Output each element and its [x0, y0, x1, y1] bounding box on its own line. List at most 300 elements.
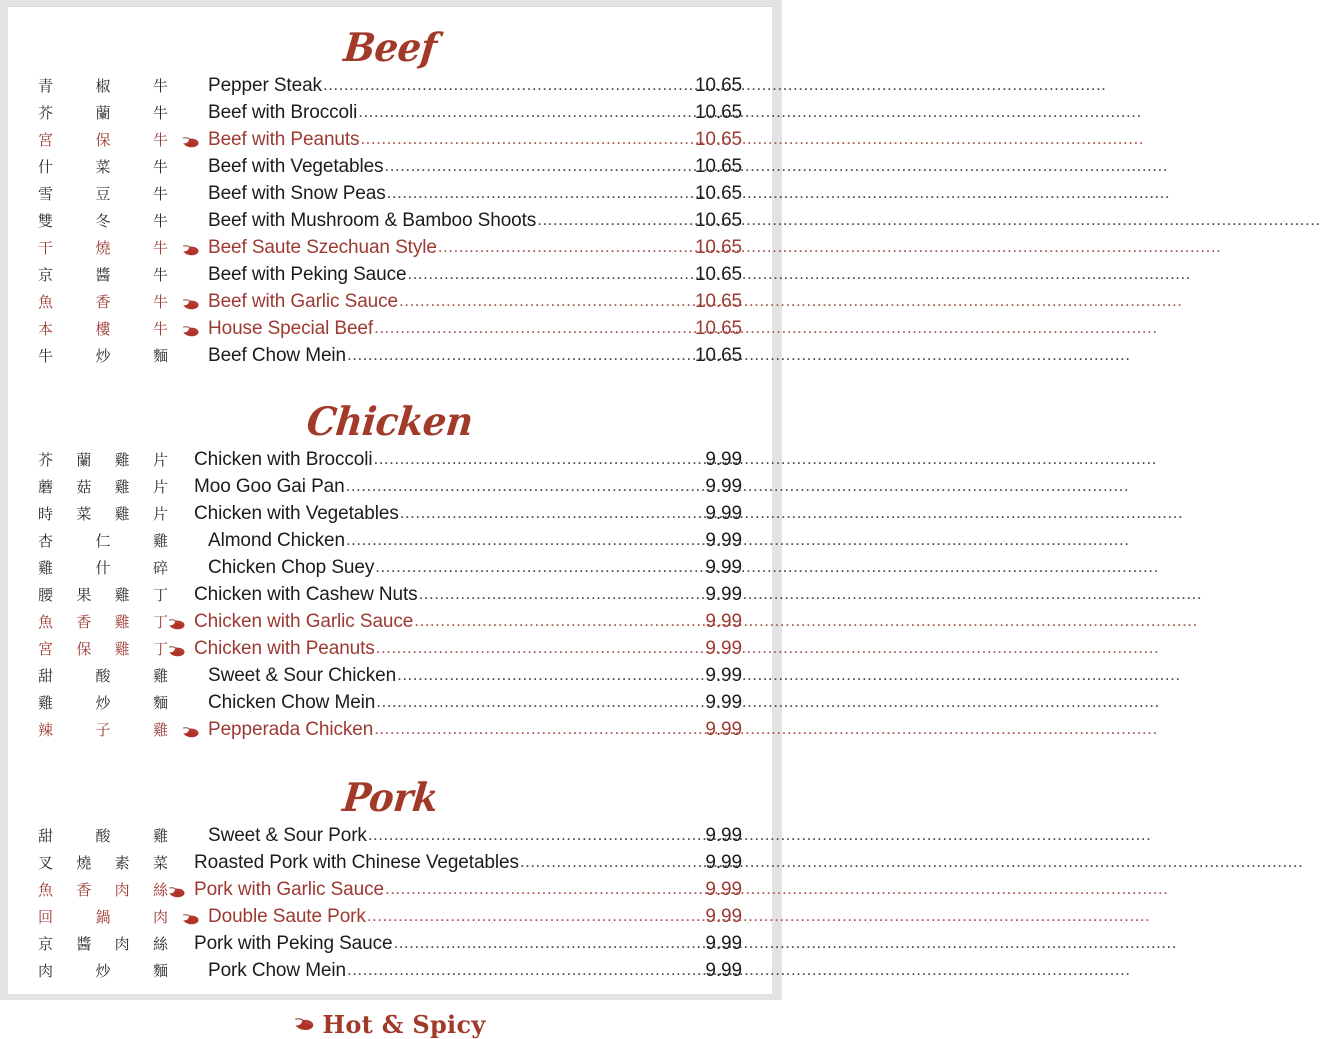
chinese-character: 芥: [38, 451, 54, 469]
chinese-character: 碎: [152, 559, 168, 577]
chinese-character: 醬: [95, 266, 111, 284]
dish-price: 9.99: [705, 852, 742, 873]
chili-pepper-icon: [182, 190, 200, 204]
menu-section-beef: [38, 7, 742, 372]
dish-name: Chicken Chop Suey: [208, 557, 375, 578]
chinese-character: 菜: [152, 854, 168, 872]
leader-dots: [438, 242, 694, 256]
dish-name: Beef with Peking Sauce: [208, 264, 407, 285]
dish-name: Moo Goo Gai Pan: [194, 476, 345, 497]
dish-price: 10.65: [694, 102, 742, 123]
chinese-character: 保: [95, 131, 111, 149]
dish-name: Beef with Broccoli: [208, 102, 358, 123]
dish-entry: [200, 75, 742, 97]
leader-dots: [368, 830, 705, 844]
chinese-character: 甜: [38, 827, 54, 845]
leader-dots: [414, 616, 704, 630]
chili-pepper-icon: [182, 271, 200, 285]
chinese-character: 絲: [152, 935, 168, 953]
chinese-character: 片: [152, 505, 168, 523]
chinese-name: [38, 507, 170, 522]
dish-entry: [200, 665, 742, 687]
chinese-character: 魚: [38, 293, 54, 311]
leader-dots: [407, 269, 693, 283]
dish-name: Beef with Vegetables: [208, 156, 384, 177]
dish-name: Sweet & Sour Chicken: [208, 665, 397, 686]
dish-price: 9.99: [705, 584, 742, 605]
dish-name: Pepperada Chicken: [208, 719, 374, 740]
chinese-name: [38, 723, 184, 738]
menu-item-row: [38, 825, 742, 852]
chinese-character: 菜: [95, 158, 111, 176]
chinese-character: 雞: [114, 613, 130, 631]
chili-pepper-icon: [168, 940, 186, 954]
chinese-character: 牛: [152, 104, 168, 122]
dish-price: 10.65: [694, 129, 742, 150]
leader-dots: [367, 911, 705, 925]
chinese-character: 青: [38, 77, 54, 95]
leader-dots: [397, 670, 704, 684]
leader-dots: [346, 535, 704, 549]
dish-entry: [200, 102, 742, 124]
chinese-name: [38, 241, 184, 256]
chinese-character: 京: [38, 266, 54, 284]
chili-pepper-icon: [182, 163, 200, 177]
dish-name: Beef with Snow Peas: [208, 183, 386, 204]
dish-price: 10.65: [694, 318, 742, 339]
chinese-character: 雞: [114, 505, 130, 523]
leader-dots: [385, 884, 704, 898]
chili-pepper-icon: [182, 726, 200, 740]
chinese-character: 丁: [152, 640, 168, 658]
chinese-name: [38, 106, 184, 121]
leader-dots: [358, 107, 694, 121]
chili-pepper-icon: [294, 1017, 315, 1033]
dish-price: 10.65: [694, 156, 742, 177]
chili-pepper-icon: [182, 699, 200, 713]
dish-price: 9.99: [705, 825, 742, 846]
dish-entry: [186, 449, 742, 471]
menu-item-row: [38, 318, 742, 345]
chinese-character: 丁: [152, 613, 168, 631]
chinese-character: 甜: [38, 667, 54, 685]
chinese-character: 蘭: [95, 104, 111, 122]
chinese-character: 燒: [76, 854, 92, 872]
chinese-character: 麵: [152, 347, 168, 365]
chinese-character: 杏: [38, 532, 54, 550]
chili-pepper-icon: [182, 298, 200, 312]
dish-entry: [186, 638, 742, 660]
dish-name: Pepper Steak: [208, 75, 322, 96]
leader-dots: [347, 350, 694, 364]
legend-label: Hot & Spicy: [322, 1010, 486, 1039]
chinese-name: [38, 964, 184, 979]
chinese-character: 麵: [152, 694, 168, 712]
dish-name: Chicken with Cashew Nuts: [194, 584, 418, 605]
dish-entry: [186, 879, 742, 901]
menu-section-chicken: [38, 372, 742, 746]
chinese-character: 燒: [95, 239, 111, 257]
leader-dots: [347, 965, 704, 979]
chinese-name: [38, 588, 170, 603]
dish-name: House Special Beef: [208, 318, 374, 339]
chinese-name: [38, 268, 184, 283]
menu-item-row: [38, 692, 742, 719]
dish-price: 9.99: [705, 879, 742, 900]
leader-dots: [399, 296, 694, 310]
dish-price: 9.99: [705, 638, 742, 659]
dish-price: 9.99: [705, 960, 742, 981]
chili-pepper-icon: [168, 510, 186, 524]
dish-entry: [200, 557, 742, 579]
dish-name: Beef with Peanuts: [208, 129, 360, 150]
chinese-character: 香: [95, 293, 111, 311]
chinese-name: [38, 829, 184, 844]
menu-list-beef: [38, 75, 742, 372]
leader-dots: [346, 481, 705, 495]
chinese-character: 肉: [38, 962, 54, 980]
dish-name: Double Saute Pork: [208, 906, 366, 927]
menu-item-row: [38, 719, 742, 746]
menu-item-row: [38, 960, 742, 987]
dish-name: Beef with Mushroom & Bamboo Shoots: [208, 210, 537, 231]
chinese-character: 菇: [76, 478, 92, 496]
dish-price: 9.99: [705, 906, 742, 927]
section-title-chicken: Chicken: [304, 397, 476, 445]
chinese-character: 魚: [38, 881, 54, 899]
dish-entry: [200, 156, 742, 178]
dish-price: 9.99: [705, 692, 742, 713]
dish-entry: [200, 530, 742, 552]
chinese-character: 炒: [95, 694, 111, 712]
chinese-character: 干: [38, 239, 54, 257]
chinese-character: 腰: [38, 586, 54, 604]
chinese-character: 京: [38, 935, 54, 953]
chinese-character: 片: [152, 451, 168, 469]
dish-name: Beef Chow Mein: [208, 345, 347, 366]
menu-item-row: [38, 852, 742, 879]
dish-entry: [200, 183, 742, 205]
dish-entry: [200, 318, 742, 340]
menu-item-row: [38, 933, 742, 960]
chili-pepper-icon: [168, 645, 186, 659]
dish-entry: [186, 584, 742, 606]
dish-price: 10.65: [694, 345, 742, 366]
dish-entry: [200, 264, 742, 286]
chinese-name: [38, 696, 184, 711]
menu-item-row: [38, 75, 742, 102]
dish-entry: [200, 237, 742, 259]
chinese-character: 牛: [152, 131, 168, 149]
chinese-character: 芥: [38, 104, 54, 122]
leader-dots: [376, 643, 705, 657]
chinese-name: [38, 453, 170, 468]
chinese-character: 雞: [114, 451, 130, 469]
chinese-character: 雞: [38, 694, 54, 712]
chinese-name: [38, 79, 184, 94]
leader-dots: [375, 562, 704, 576]
chinese-character: 肉: [114, 881, 130, 899]
chinese-name: [38, 669, 184, 684]
chinese-name: [38, 187, 184, 202]
dish-entry: [200, 345, 742, 367]
dish-entry: [186, 852, 742, 874]
chinese-character: 雞: [152, 667, 168, 685]
chinese-character: 子: [95, 721, 111, 739]
leader-dots: [387, 188, 694, 202]
dish-price: 10.65: [694, 75, 742, 96]
chili-pepper-icon: [182, 564, 200, 578]
chinese-character: 樓: [95, 320, 111, 338]
dish-name: Pork with Peking Sauce: [194, 933, 393, 954]
dish-price: 10.65: [694, 291, 742, 312]
dish-entry: [200, 960, 742, 982]
chinese-character: 保: [76, 640, 92, 658]
chinese-character: 宮: [38, 131, 54, 149]
menu-list-pork: [38, 825, 742, 987]
dish-price: 10.65: [694, 183, 742, 204]
dish-entry: [200, 825, 742, 847]
dish-name: Almond Chicken: [208, 530, 345, 551]
leader-dots: [374, 724, 704, 738]
dish-entry: [200, 692, 742, 714]
chinese-character: 香: [76, 881, 92, 899]
dish-price: 9.99: [705, 476, 742, 497]
chinese-character: 牛: [152, 320, 168, 338]
chinese-character: 牛: [152, 77, 168, 95]
chinese-character: 回: [38, 908, 54, 926]
chili-pepper-icon: [182, 913, 200, 927]
menu-item-row: [38, 345, 742, 372]
chinese-character: 雞: [114, 478, 130, 496]
chili-pepper-icon: [168, 456, 186, 470]
leader-dots: [323, 80, 694, 94]
chinese-character: 椒: [95, 77, 111, 95]
chinese-character: 牛: [152, 185, 168, 203]
chili-pepper-icon: [182, 352, 200, 366]
menu-item-row: [38, 129, 742, 156]
section-title-beef: Beef: [341, 23, 439, 71]
chili-pepper-icon: [182, 967, 200, 981]
chinese-character: 雞: [152, 721, 168, 739]
hot-and-spicy-legend: [38, 987, 742, 1039]
dish-entry: [186, 611, 742, 633]
chinese-character: 牛: [152, 293, 168, 311]
chinese-character: 豆: [95, 185, 111, 203]
dish-price: 9.99: [705, 503, 742, 524]
chinese-character: 香: [76, 613, 92, 631]
dish-price: 9.99: [705, 557, 742, 578]
chinese-character: 麵: [152, 962, 168, 980]
chinese-name: [38, 910, 184, 925]
chinese-character: 牛: [152, 212, 168, 230]
dish-price: 9.99: [705, 665, 742, 686]
chinese-character: 雞: [152, 532, 168, 550]
leader-dots: [376, 697, 704, 711]
dish-entry: [200, 719, 742, 741]
menu-sheet: [8, 6, 772, 1039]
chili-pepper-icon: [182, 832, 200, 846]
menu-item-row: [38, 449, 742, 476]
chinese-character: 鍋: [95, 908, 111, 926]
chinese-character: 牛: [152, 239, 168, 257]
dish-name: Chicken Chow Mein: [208, 692, 376, 713]
chili-pepper-icon: [168, 591, 186, 605]
chinese-character: 炒: [95, 347, 111, 365]
chinese-name: [38, 133, 184, 148]
menu-item-row: [38, 530, 742, 557]
menu-item-row: [38, 264, 742, 291]
leader-dots: [400, 508, 705, 522]
chili-pepper-icon: [168, 859, 186, 873]
chinese-character: 牛: [152, 266, 168, 284]
chinese-name: [38, 349, 184, 364]
chinese-name: [38, 642, 170, 657]
leader-dots: [419, 589, 705, 603]
dish-price: 10.65: [694, 264, 742, 285]
menu-item-row: [38, 879, 742, 906]
menu-item-row: [38, 291, 742, 318]
chinese-character: 雪: [38, 185, 54, 203]
chinese-character: 叉: [38, 854, 54, 872]
chinese-character: 雞: [114, 640, 130, 658]
leader-dots: [537, 215, 694, 229]
dish-entry: [186, 933, 742, 955]
chinese-character: 酸: [95, 827, 111, 845]
dish-price: 9.99: [705, 530, 742, 551]
chinese-character: 蘑: [38, 478, 54, 496]
leader-dots: [373, 454, 704, 468]
chinese-character: 雞: [152, 827, 168, 845]
dish-name: Sweet & Sour Pork: [208, 825, 367, 846]
chinese-character: 雙: [38, 212, 54, 230]
chinese-character: 素: [114, 854, 130, 872]
dish-price: 9.99: [705, 611, 742, 632]
dish-name: Chicken with Vegetables: [194, 503, 399, 524]
chili-pepper-icon: [182, 537, 200, 551]
chinese-character: 時: [38, 505, 54, 523]
dish-price: 10.65: [694, 237, 742, 258]
dish-price: 9.99: [705, 933, 742, 954]
menu-item-row: [38, 237, 742, 264]
chili-pepper-icon: [182, 217, 200, 231]
chinese-character: 菜: [76, 505, 92, 523]
menu-item-row: [38, 665, 742, 692]
chinese-character: 片: [152, 478, 168, 496]
chinese-character: 炒: [95, 962, 111, 980]
chinese-character: 魚: [38, 613, 54, 631]
chinese-character: 什: [95, 559, 111, 577]
chinese-character: 丁: [152, 586, 168, 604]
dish-price: 9.99: [705, 449, 742, 470]
chinese-character: 雞: [38, 559, 54, 577]
dish-entry: [200, 906, 742, 928]
chinese-name: [38, 937, 170, 952]
menu-item-row: [38, 584, 742, 611]
menu-item-row: [38, 503, 742, 530]
menu-item-row: [38, 611, 742, 638]
dish-name: Chicken with Peanuts: [194, 638, 375, 659]
chili-pepper-icon: [182, 82, 200, 96]
chinese-character: 蘭: [76, 451, 92, 469]
chili-pepper-icon: [168, 618, 186, 632]
dish-entry: [200, 129, 742, 151]
chinese-name: [38, 615, 170, 630]
chinese-name: [38, 883, 170, 898]
dish-price: 10.65: [694, 210, 742, 231]
menu-section-pork: [38, 746, 742, 987]
chinese-name: [38, 322, 184, 337]
chinese-character: 牛: [152, 158, 168, 176]
chinese-character: 冬: [95, 212, 111, 230]
menu-item-row: [38, 102, 742, 129]
leader-dots: [374, 323, 694, 337]
menu-item-row: [38, 557, 742, 584]
chinese-character: 雞: [114, 586, 130, 604]
chinese-character: 絲: [152, 881, 168, 899]
chinese-name: [38, 561, 184, 576]
chili-pepper-icon: [182, 325, 200, 339]
menu-item-row: [38, 906, 742, 933]
chinese-character: 牛: [38, 347, 54, 365]
dish-entry: [200, 291, 742, 313]
chinese-name: [38, 214, 184, 229]
leader-dots: [520, 857, 705, 871]
chinese-name: [38, 480, 170, 495]
menu-item-row: [38, 638, 742, 665]
chinese-character: 肉: [114, 935, 130, 953]
chinese-name: [38, 856, 170, 871]
menu-item-row: [38, 156, 742, 183]
chinese-character: 仁: [95, 532, 111, 550]
dish-name: Beef Saute Szechuan Style: [208, 237, 437, 258]
dish-name: Roasted Pork with Chinese Vegetables: [194, 852, 519, 873]
chinese-character: 果: [76, 586, 92, 604]
chili-pepper-icon: [182, 136, 200, 150]
dish-name: Beef with Garlic Sauce: [208, 291, 398, 312]
chinese-name: [38, 160, 184, 175]
dish-entry: [200, 210, 742, 232]
chili-pepper-icon: [168, 886, 186, 900]
dish-name: Chicken with Broccoli: [194, 449, 373, 470]
dish-entry: [186, 503, 742, 525]
chili-pepper-icon: [182, 244, 200, 258]
menu-list-chicken: [38, 449, 742, 746]
menu-item-row: [38, 210, 742, 237]
dish-name: Pork with Garlic Sauce: [194, 879, 384, 900]
leader-dots: [384, 161, 693, 175]
dish-price: 9.99: [705, 719, 742, 740]
chinese-character: 醬: [76, 935, 92, 953]
dish-name: Chicken with Garlic Sauce: [194, 611, 414, 632]
dish-name: Pork Chow Mein: [208, 960, 346, 981]
section-title-pork: Pork: [340, 773, 440, 821]
menu-item-row: [38, 183, 742, 210]
chinese-character: 什: [38, 158, 54, 176]
dish-entry: [186, 476, 742, 498]
chinese-character: 辣: [38, 721, 54, 739]
chinese-character: 酸: [95, 667, 111, 685]
chili-pepper-icon: [168, 483, 186, 497]
chili-pepper-icon: [182, 672, 200, 686]
menu-item-row: [38, 476, 742, 503]
chili-pepper-icon: [182, 109, 200, 123]
chinese-character: 肉: [152, 908, 168, 926]
leader-dots: [360, 134, 694, 148]
leader-dots: [393, 938, 704, 952]
chinese-character: 本: [38, 320, 54, 338]
chinese-name: [38, 534, 184, 549]
